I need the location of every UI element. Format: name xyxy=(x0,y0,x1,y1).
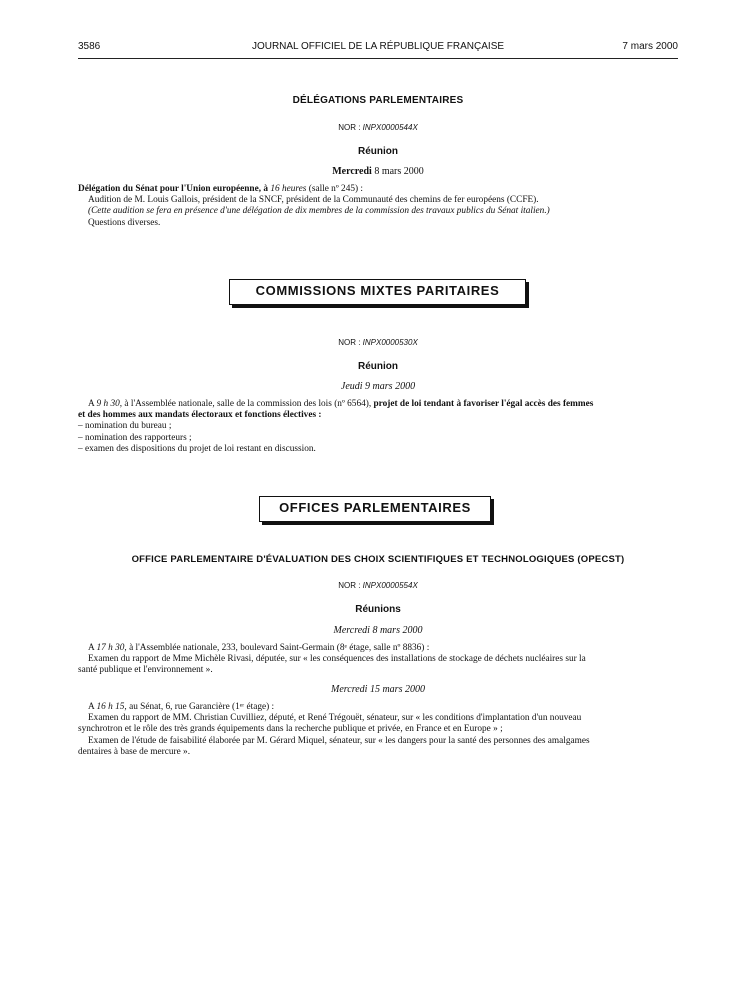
date-day: Mercredi xyxy=(332,166,372,177)
list-item: – examen des dispositions du projet de loi restant en discussion. xyxy=(78,443,316,454)
opecst-study: Examen de l'étude de faisabilité élaborée par M. Gérard Miquel, sénateur, sur « les dangers pour la santé des personnes des amalgames xyxy=(88,735,590,746)
meeting-date-3: Mercredi 8 mars 2000 xyxy=(333,625,423,636)
paragraph-delegation xyxy=(78,184,678,229)
opecst-line-2 xyxy=(78,702,678,713)
opecst-line-1 xyxy=(78,643,678,654)
header-date: 7 mars 2000 xyxy=(622,41,678,52)
header-rule xyxy=(78,58,678,59)
opecst-time-1: 17 h 30 xyxy=(96,643,125,653)
nor-line-1 xyxy=(78,123,678,132)
meeting-date-1 xyxy=(78,166,678,177)
reunions-heading: Réunions xyxy=(355,604,401,615)
list-item: – nomination du bureau ; xyxy=(78,421,172,432)
meeting-date-4: Mercredi 15 mars 2000 xyxy=(331,684,425,695)
nor-label: NOR : xyxy=(338,338,363,347)
boxed-title-commissions: COMMISSIONS MIXTES PARITAIRES xyxy=(229,279,526,305)
delegation-room: (salle nº 245) : xyxy=(306,184,363,194)
bill-title: projet de loi tendant à favoriser l'égal accès des femmes xyxy=(373,399,594,409)
nor-code: INPX0000554X xyxy=(362,581,418,590)
nor-code: INPX0000544X xyxy=(362,123,418,132)
list-item: – nomination des rapporteurs ; xyxy=(78,432,192,443)
boxed-title-offices: OFFICES PARLEMENTAIRES xyxy=(259,496,491,522)
page-number: 3586 xyxy=(78,41,101,52)
paragraph-opecst-1 xyxy=(78,643,678,677)
opecst-exam-2-cont: synchrotron et le rôle des très grands équipements dans la recherche publique et privée, en France et en Europe » ; xyxy=(78,724,503,735)
nor-label: NOR : xyxy=(338,581,363,590)
audition-line: Audition de M. Louis Gallois, président de la SNCF, président de la Communauté des chemins de fer européens (CCFE). xyxy=(88,195,539,206)
opecst-exam-2: Examen du rapport de MM. Christian Cuvilliez, député, et René Trégouët, sénateur, sur « les conditions d'implantation d'un nouveau xyxy=(88,713,582,724)
meeting-date-2: Jeudi 9 mars 2000 xyxy=(340,381,416,392)
delegation-time: 16 heures xyxy=(270,184,307,194)
text-a: A xyxy=(88,643,97,653)
commission-line-1 xyxy=(78,399,678,410)
nor-line-2 xyxy=(78,338,678,347)
opecst-time-2: 16 h 15 xyxy=(96,702,125,712)
opecst-exam-1: Examen du rapport de Mme Michèle Rivasi, députée, sur « les conséquences des installations de stockage de déchets nucléaires sur la xyxy=(88,654,586,665)
text-a: A xyxy=(88,399,97,409)
commission-place: , à l'Assemblée nationale, salle de la commission des lois (nº 6564), xyxy=(119,399,374,409)
opecst-study-cont: dentaires à base de mercure ». xyxy=(78,746,191,757)
reunion-heading-1: Réunion xyxy=(358,146,398,157)
office-subtitle: OFFICE PARLEMENTAIRE D'ÉVALUATION DES CHOIX SCIENTIFIQUES ET TECHNOLOGIQUES (OPECST) xyxy=(131,554,625,565)
reunion-heading-2: Réunion xyxy=(358,361,398,372)
delegation-name: Délégation du Sénat pour l'Union européenne, à xyxy=(78,184,271,194)
questions-line: Questions diverses. xyxy=(88,217,161,228)
section-title-delegations: DÉLÉGATIONS PARLEMENTAIRES xyxy=(292,95,464,106)
nor-label: NOR : xyxy=(338,123,363,132)
paragraph-opecst-2 xyxy=(78,702,678,758)
page-header xyxy=(78,41,678,57)
date-rest: 8 mars 2000 xyxy=(371,166,424,177)
opecst-place-2: , au Sénat, 6, rue Garancière (1ᵉʳ étage) : xyxy=(124,702,275,712)
opecst-place-1: , à l'Assemblée nationale, 233, boulevard Saint-Germain (8ᵉ étage, salle nº 8836) : xyxy=(124,643,430,653)
audition-note: (Cette audition se fera en présence d'une délégation de dix membres de la commission des travaux publics du Sénat italien.) xyxy=(88,206,550,217)
paragraph-commission xyxy=(78,399,678,455)
journal-title: JOURNAL OFFICIEL DE LA RÉPUBLIQUE FRANÇAISE xyxy=(251,41,505,52)
nor-code: INPX0000530X xyxy=(362,338,418,347)
delegation-line xyxy=(78,184,678,195)
nor-line-3 xyxy=(78,581,678,590)
opecst-exam-1-cont: santé publique et l'environnement ». xyxy=(78,665,213,676)
commission-time: 9 h 30 xyxy=(96,399,120,409)
bill-title-cont: et des hommes aux mandats électoraux et fonctions électives : xyxy=(78,410,322,421)
text-a: A xyxy=(88,702,97,712)
